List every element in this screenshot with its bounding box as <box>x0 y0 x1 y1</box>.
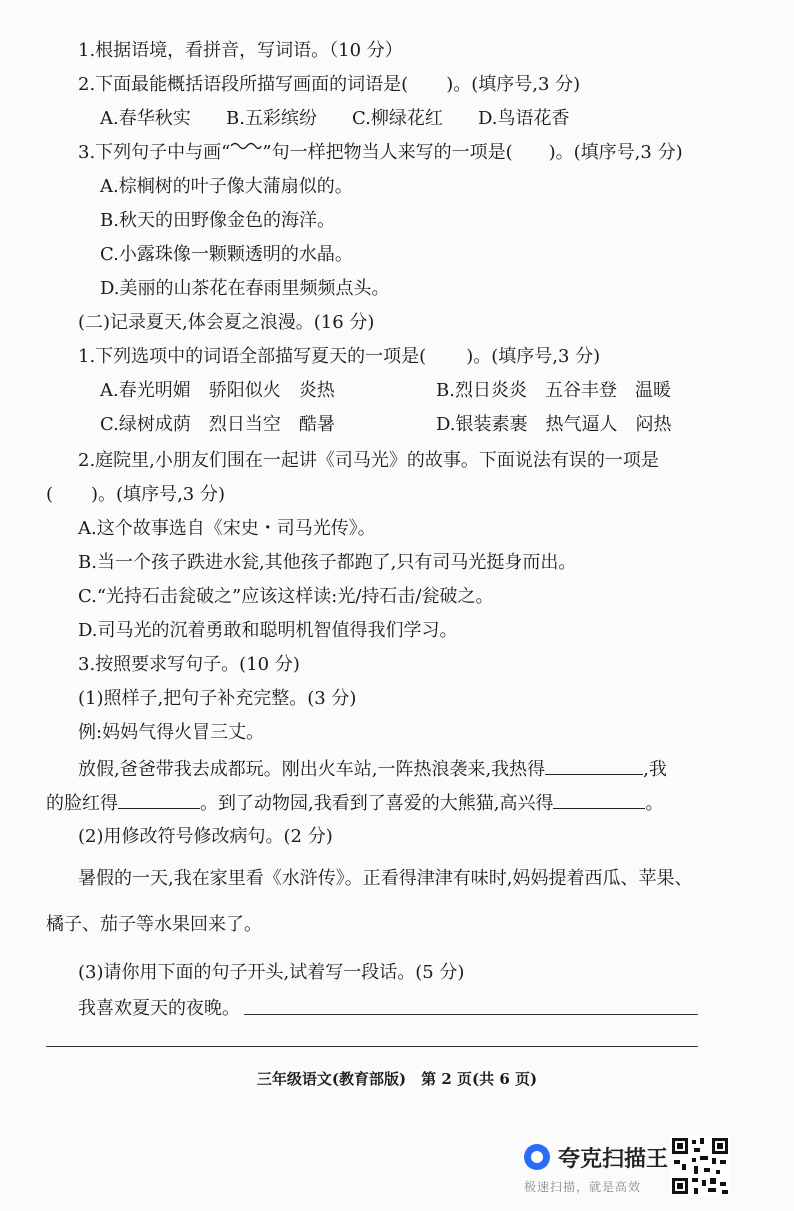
option-d: D.银装素裹 热气逼人 闷热 <box>436 414 672 435</box>
example-sentence: 例:妈妈气得火冒三丈。 <box>78 722 265 743</box>
writing-line-1[interactable] <box>244 1014 698 1015</box>
answer-blank-2[interactable] <box>118 790 200 809</box>
option-a: A.春华秋实 <box>100 108 191 129</box>
fill-sentence-line-2: 的脸红得 。到了动物园,我看到了喜爱的大熊猫,高兴得 。 <box>0 790 794 817</box>
scanner-app-name: 夸克扫描王 <box>558 1147 669 1172</box>
scanner-logo-icon <box>524 1144 550 1170</box>
wavy-underline-mark <box>230 140 262 150</box>
option-c: C.绿树成荫 烈日当空 酷暑 <box>100 414 335 435</box>
option-b: B.烈日炎炎 五谷丰登 温暖 <box>436 380 671 401</box>
option-a: A.春光明媚 骄阳似火 炎热 <box>100 380 335 401</box>
section-2-question-2-option-c: C.“光持石击瓮破之”应该这样读:光/持石击/瓮破之。 <box>78 586 494 607</box>
question-1-text: 1.根据语境，看拼音，写词语。（10 分） <box>78 40 403 61</box>
sub-question-3: (3)请你用下面的句子开头,试着写一段话。(5 分) <box>78 962 465 983</box>
section-2-question-1: 1.下列选项中的词语全部描写夏天的一项是( )。(填序号,3 分) <box>78 346 601 367</box>
question-3-text: 3.下列句子中与画“ ”句一样把物当人来写的一项是( )。(填序号,3 分) <box>78 142 683 163</box>
section-2-heading: (二)记录夏天,体会夏之浪漫。(16 分) <box>78 312 375 333</box>
answer-blank-3[interactable] <box>553 790 645 809</box>
answer-blank-1[interactable] <box>545 756 643 775</box>
section-2-question-2-option-a: A.这个故事选自《宋史・司马光传》。 <box>78 518 376 539</box>
section-2-question-1-options-ab <box>0 378 794 404</box>
option-c: C.柳绿花红 <box>352 108 443 129</box>
option-d: D.鸟语花香 <box>478 108 570 129</box>
section-2-question-2-tail: ( )。(填序号,3 分) <box>46 484 225 505</box>
option-b: B.五彩缤纷 <box>226 108 317 129</box>
fill-sentence-line-1: 放假,爸爸带我去成都玩。刚出火车站,一阵热浪袭来,我热得 ,我 <box>0 756 794 783</box>
section-2-question-3: 3.按照要求写句子。(10 分) <box>78 654 300 675</box>
section-2-question-2-option-d: D.司马光的沉着勇敢和聪明机智值得我们学习。 <box>78 620 458 641</box>
section-2-question-1-options-cd <box>0 412 794 438</box>
question-3-option-c: C.小露珠像一颗颗透明的水晶。 <box>100 244 353 265</box>
faulty-sentence-line-2: 橘子、茄子等水果回来了。 <box>46 914 262 935</box>
question-2-options <box>0 106 794 132</box>
question-3-option-d: D.美丽的山茶花在春雨里频频点头。 <box>100 278 390 299</box>
section-2-question-2: 2.庭院里,小朋友们围在一起讲《司马光》的故事。下面说法有误的一项是 <box>78 450 659 471</box>
faulty-sentence-line-1: 暑假的一天,我在家里看《水浒传》。正看得津津有味时,妈妈提着西瓜、苹果、 <box>78 868 693 889</box>
scanner-watermark <box>520 1130 780 1202</box>
scanner-slogan: 极速扫描，就是高效 <box>524 1180 642 1194</box>
writing-prompt: 我喜欢夏天的夜晚。 <box>78 998 240 1019</box>
section-2-question-2-option-b: B.当一个孩子跌进水瓮,其他孩子都跑了,只有司马光挺身而出。 <box>78 552 577 573</box>
sub-question-2: (2)用修改符号修改病句。(2 分) <box>78 826 333 847</box>
question-3-option-a: A.棕榈树的叶子像大蒲扇似的。 <box>100 176 353 197</box>
sub-question-1: (1)照样子,把句子补充完整。(3 分) <box>78 688 357 709</box>
question-2-text: 2.下面最能概括语段所描写画面的词语是( )。(填序号,3 分) <box>78 74 581 95</box>
writing-line-2[interactable] <box>46 1046 698 1047</box>
question-3-option-b: B.秋天的田野像金色的海洋。 <box>100 210 335 231</box>
page-footer: 三年级语文(教育部版) 第 2 页(共 6 页) <box>256 1070 538 1088</box>
qr-code-icon <box>670 1136 730 1196</box>
